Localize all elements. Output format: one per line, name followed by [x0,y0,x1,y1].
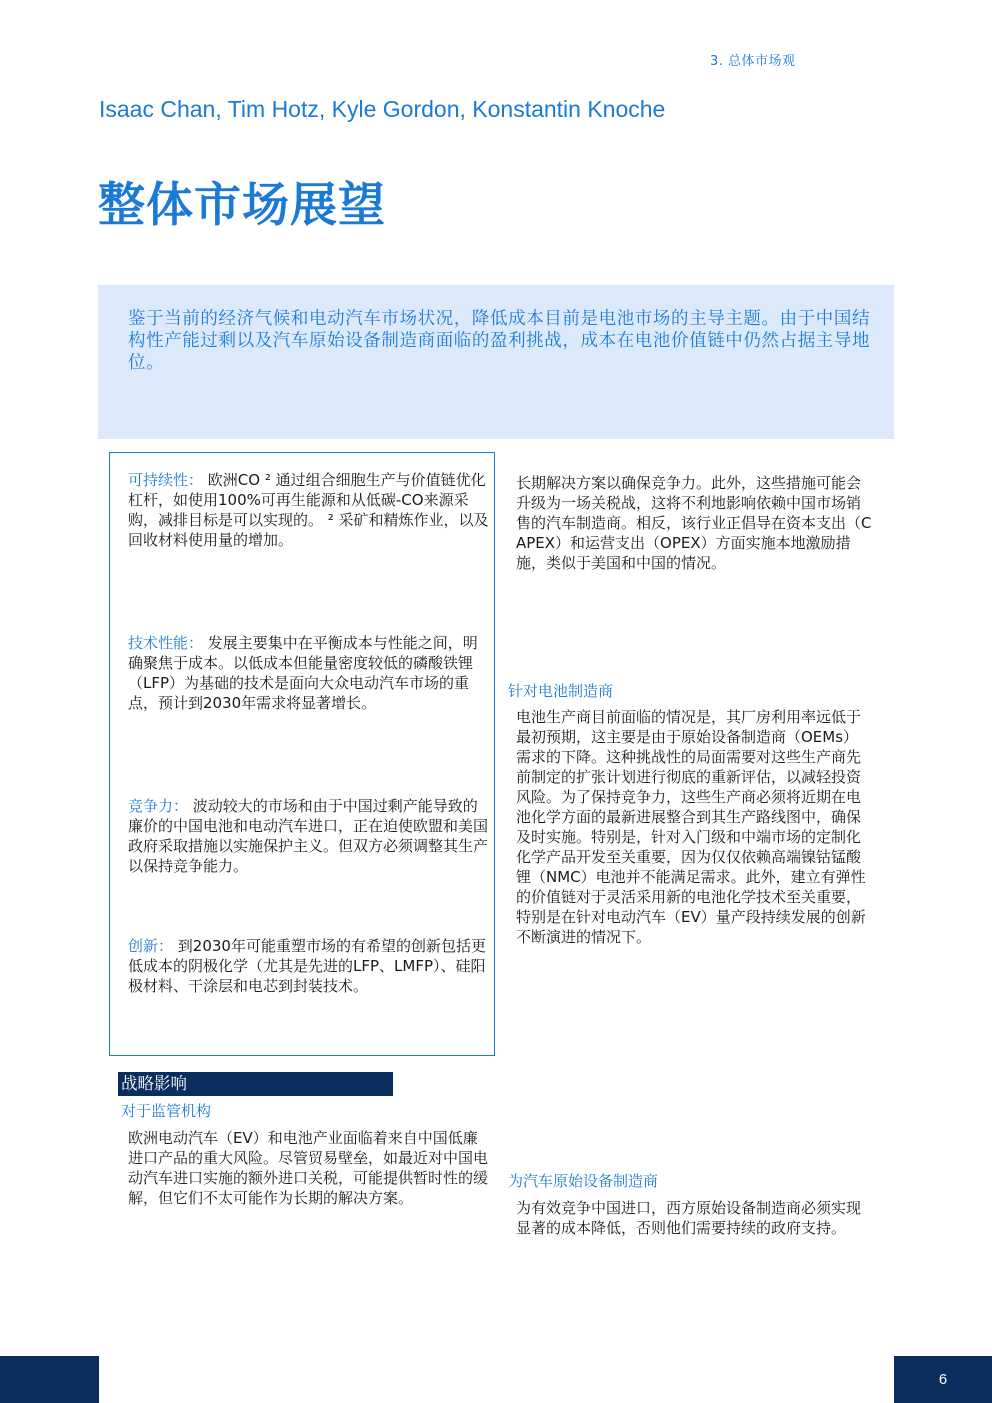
footer-bar-left [0,1356,99,1403]
oem-heading: 为汽车原始设备制造商 [508,1172,659,1190]
oem-paragraph: 为有效竞争中国进口，西方原始设备制造商必须实现显著的成本降低，否则他们需要持续的政府支持。 [516,1199,862,1237]
competitiveness-paragraph [128,796,488,876]
tech-paragraph [128,633,486,713]
regulators-paragraph: 欧洲电动汽车（EV）和电池产业面临着来自中国低廉进口产品的重大风险。尽管贸易壁垒，如最近对中国电动汽车进口实施的额外进口关税，可能提供暂时性的缓解，但它们不太可能作为长期的解决方案。 [128,1129,489,1207]
competitiveness-text: 波动较大的市场和由于中国过剩产能导致的廉价的中国电池和电动汽车进口，正在迫使欧盟和美国政府采取措施以实施保护主义。但双方必须调整其生产以保持竞争能力。 [128,797,489,875]
summary-text: 鉴于当前的经济气候和电动汽车市场状况，降低成本目前是电池市场的主导主题。由于中国结构性产能过剩以及汽车原始设备制造商面临的盈利挑战，成本在电池价值链中仍然占据主导地位。 [128,309,871,373]
battery-makers-paragraph: 电池生产商目前面临的情况是，其厂房利用率远低于最初预期，这主要是由于原始设备制造商（OEMs）需求的下降。这种挑战性的局面需要对这些生产商先前制定的扩张计划进行彻底的重新评估，以减轻投资风险。为了保持竞争力，这些生产商必须将近期在电池化学方面的最新进展整合到其生产路线图中，确保及时实施。特别是，针对入门级和中端市场的定制化化学产品开发至关重要，因为仅仅依赖高端镍钴锰酸锂（NMC）电池并不能满足需求。此外，建立有弹性的价值链对于灵活采用新的电池化学技术至关重要，特别是在针对电动汽车（EV）量产段持续发展的创新不断演进的情况下。 [516,708,866,946]
innovation-key: 创新： [128,937,174,955]
sustainability-paragraph [128,470,498,550]
regulators-heading: 对于监管机构 [121,1102,212,1120]
page-title: 整体市场展望 [98,178,386,233]
section-label: 3. 总体市场观 [710,54,796,69]
sustainability-text: 欧洲CO ² 通过组合细胞生产与价值链优化杠杆，如使用100%可再生能源和从低碳-CO来源采购，减排目标是可以实现的。 ² 采矿和精炼作业，以及回收材料使用量的增加。 [128,471,489,549]
sustainability-key: 可持续性： [128,471,204,489]
innovation-paragraph [128,936,486,996]
tech-text: 发展主要集中在平衡成本与性能之间，明确聚焦于成本。以低成本但能量密度较低的磷酸铁锂（LFP）为基础的技术是面向大众电动汽车市场的重点，预计到2030年需求将显著增长。 [128,634,478,712]
authors: Isaac Chan, Tim Hotz, Kyle Gordon, Konstantin Knoche [99,96,666,122]
tech-key: 技术性能： [128,634,204,652]
battery-makers-heading: 针对电池制造商 [508,682,614,700]
strategy-heading-bar: 战略影响 [118,1072,393,1096]
continuation-paragraph: 长期解决方案以确保竞争力。此外，这些措施可能会升级为一场关税战，这将不利地影响依赖中国市场销售的汽车制造商。相反，该行业正倡导在资本支出（CAPEX）和运营支出（OPEX）方面实施本地激励措施，类似于美国和中国的情况。 [516,474,872,572]
innovation-text: 到2030年可能重塑市场的有希望的创新包括更低成本的阴极化学（尤其是先进的LFP、LMFP）、硅阳极材料、干涂层和电芯到封装技术。 [128,937,486,995]
competitiveness-key: 竞争力： [128,797,189,815]
page-number: 6 [894,1356,992,1403]
